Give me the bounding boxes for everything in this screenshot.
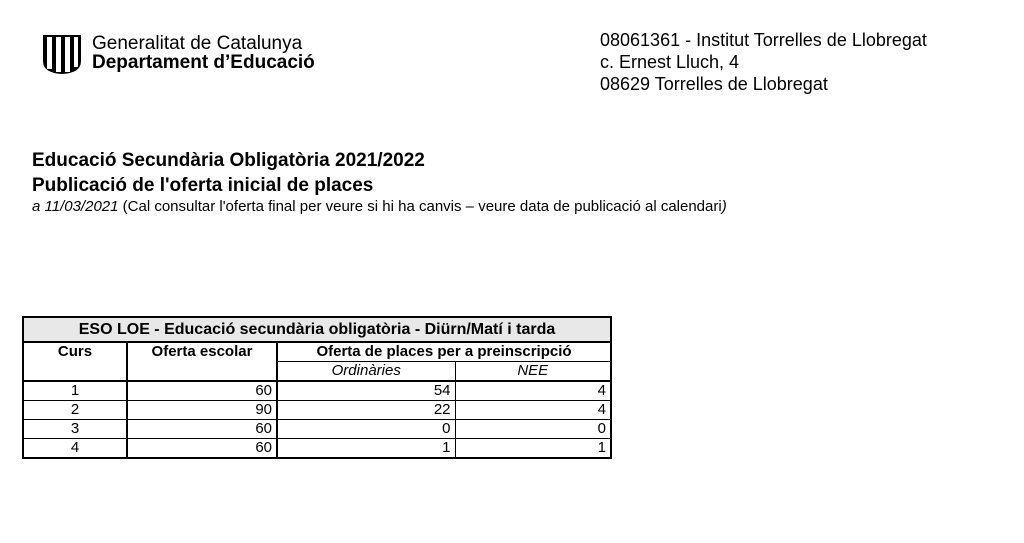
cell-nee: 0 xyxy=(455,420,611,439)
cell-nee: 1 xyxy=(455,439,611,459)
note-text: Cal consultar l'oferta final per veure si hi ha canvis – veure data de publicació al calendari xyxy=(127,198,722,215)
document-heading xyxy=(32,148,727,216)
cell-oferta: 60 xyxy=(127,381,277,401)
cell-oferta: 60 xyxy=(127,420,277,439)
generalitat-logo-icon xyxy=(40,31,84,75)
school-address xyxy=(600,29,927,95)
cell-oferta: 90 xyxy=(127,401,277,420)
school-city: 08629 Torrelles de Llobregat xyxy=(600,74,828,94)
table-row xyxy=(23,401,611,420)
publication-date: a 11/03/2021 xyxy=(32,198,119,215)
table-row xyxy=(23,381,611,401)
cell-curs: 4 xyxy=(23,439,127,459)
school-name: 08061361 - Institut Torrelles de Llobregat xyxy=(600,30,927,50)
cell-ordinaries: 22 xyxy=(277,401,455,420)
cell-ordinaries: 1 xyxy=(277,439,455,459)
col-header-curs: Curs xyxy=(23,342,127,381)
table-row xyxy=(23,420,611,439)
cell-ordinaries: 0 xyxy=(277,420,455,439)
cell-oferta: 60 xyxy=(127,439,277,459)
note-close: ) xyxy=(721,198,727,215)
organization-name xyxy=(92,34,315,72)
cell-nee: 4 xyxy=(455,401,611,420)
cell-curs: 3 xyxy=(23,420,127,439)
cell-curs: 1 xyxy=(23,381,127,401)
note-open: ( xyxy=(118,198,128,215)
cell-nee: 4 xyxy=(455,381,611,401)
document-title: Educació Secundària Obligatòria 2021/2022 xyxy=(32,150,425,171)
col-header-oferta-escolar: Oferta escolar xyxy=(127,342,277,381)
sub-header-nee: NEE xyxy=(455,362,611,382)
col-header-preinscripcio: Oferta de places per a preinscripció xyxy=(277,342,611,362)
table-row xyxy=(23,439,611,459)
org-name-generalitat: Generalitat de Catalunya xyxy=(92,33,303,54)
cell-ordinaries: 54 xyxy=(277,381,455,401)
places-offer-table xyxy=(22,316,612,459)
org-name-department: Departament d’Educació xyxy=(92,52,315,73)
school-street: c. Ernest Lluch, 4 xyxy=(600,52,740,72)
publication-note xyxy=(32,198,727,216)
table-title: ESO LOE - Educació secundària obligatòria - Diürn/Matí i tarda xyxy=(23,317,611,342)
sub-header-ordinaries: Ordinàries xyxy=(277,362,455,382)
document-subtitle: Publicació de l'oferta inicial de places xyxy=(32,175,374,196)
cell-curs: 2 xyxy=(23,401,127,420)
